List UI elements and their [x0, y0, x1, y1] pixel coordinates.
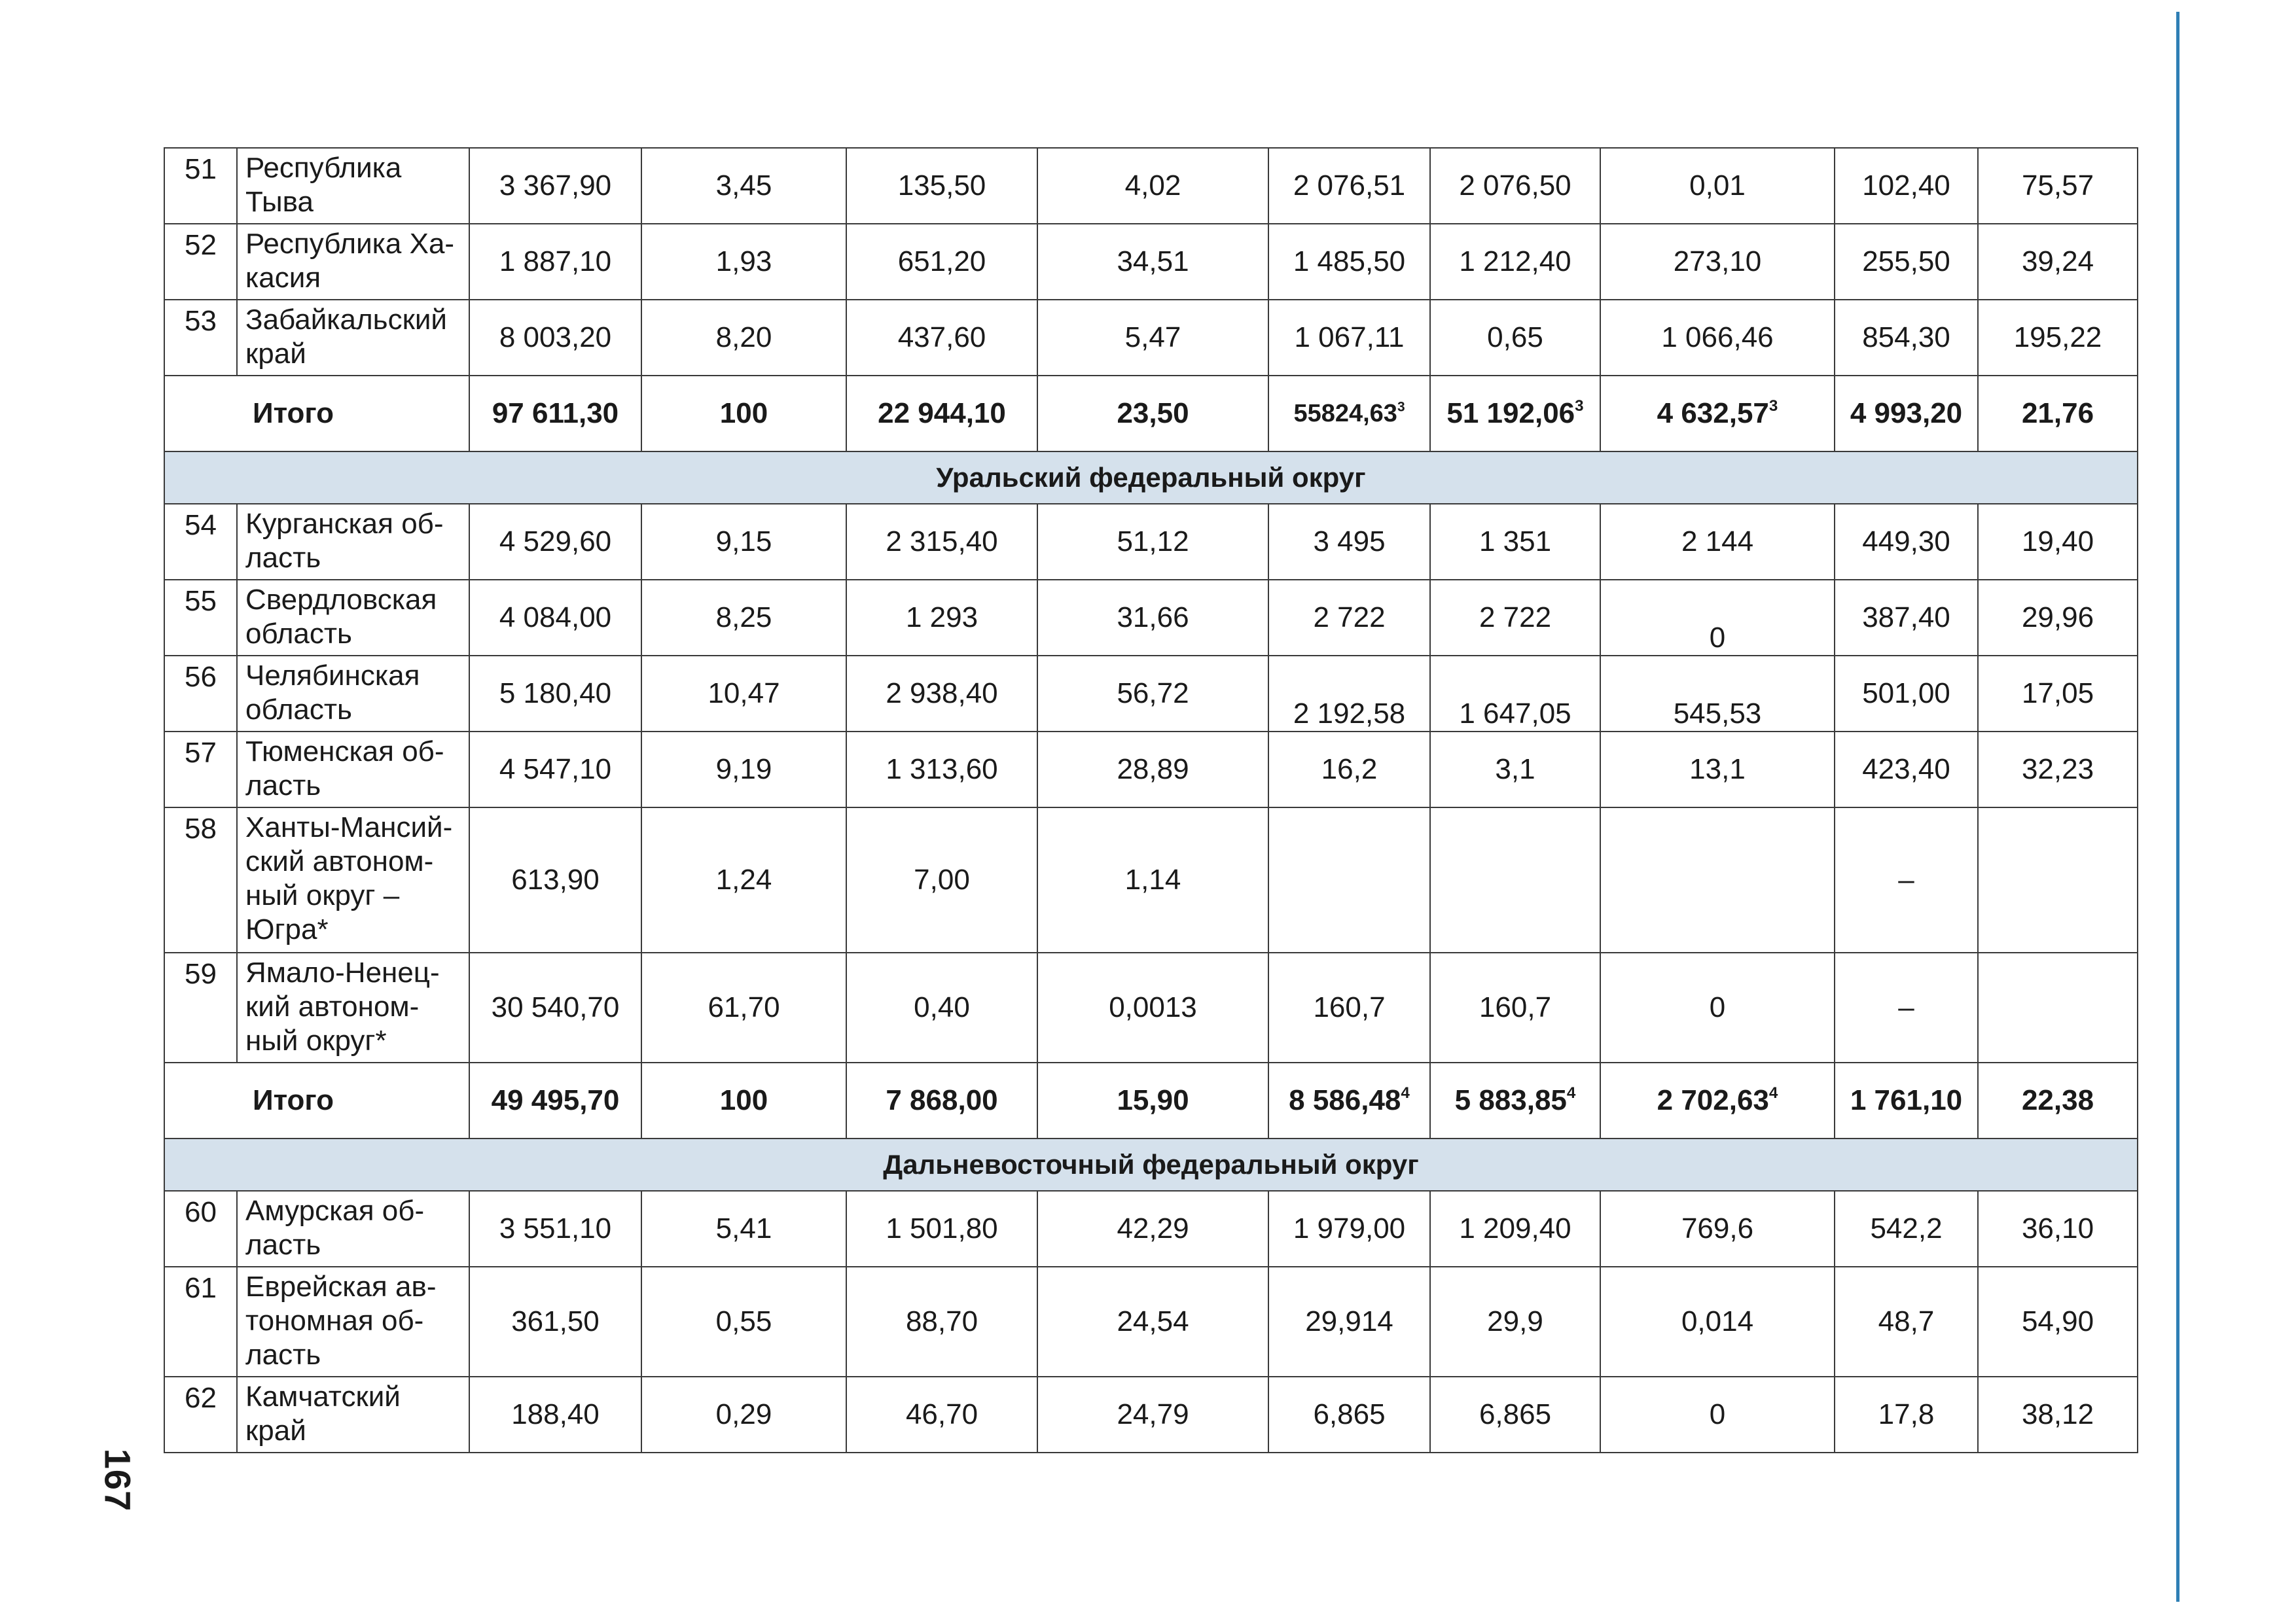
- total-cell: [1037, 376, 1268, 451]
- data-cell: 854,30: [1835, 300, 1978, 376]
- data-cell: 31,66: [1037, 580, 1268, 656]
- total-value: 21,76: [2021, 397, 2094, 429]
- region-name: Республика Тыва: [237, 148, 469, 224]
- total-cell: [469, 1063, 641, 1139]
- data-cell: 1 066,46: [1600, 300, 1835, 376]
- data-cell: 361,50: [469, 1267, 641, 1377]
- table-row: [164, 580, 2138, 656]
- data-cell: 1 979,00: [1268, 1191, 1430, 1267]
- table-row: [164, 1267, 2138, 1377]
- table-row: [164, 732, 2138, 807]
- total-cell: [1835, 1063, 1978, 1139]
- data-cell: 2 722: [1268, 580, 1430, 656]
- data-cell: 6,865: [1430, 1377, 1600, 1453]
- data-cell: 423,40: [1835, 732, 1978, 807]
- region-name: Амурская об-ласть: [237, 1191, 469, 1267]
- data-cell: 4,02: [1037, 148, 1268, 224]
- total-cell: [846, 376, 1037, 451]
- row-number: 53: [164, 300, 237, 376]
- data-cell: 75,57: [1978, 148, 2138, 224]
- data-cell: 1,93: [641, 224, 846, 300]
- total-value: 55824,63: [1293, 400, 1397, 427]
- data-cell: 39,24: [1978, 224, 2138, 300]
- table-row: [164, 300, 2138, 376]
- data-cell: 7,00: [846, 807, 1037, 953]
- total-cell: [1978, 376, 2138, 451]
- data-cell: 3 495: [1268, 504, 1430, 580]
- total-value: 1 761,10: [1850, 1084, 1963, 1116]
- data-cell: 0,55: [641, 1267, 846, 1377]
- data-cell: 0: [1600, 953, 1835, 1063]
- data-cell: 16,2: [1268, 732, 1430, 807]
- total-cell: [1037, 1063, 1268, 1139]
- data-cell: 2 722: [1430, 580, 1600, 656]
- data-cell: 2 076,51: [1268, 148, 1430, 224]
- total-row: [164, 376, 2138, 451]
- total-cell: [1600, 376, 1835, 451]
- data-cell: [1430, 807, 1600, 953]
- total-value: 100: [719, 397, 768, 429]
- data-cell: 769,6: [1600, 1191, 1835, 1267]
- data-cell: 51,12: [1037, 504, 1268, 580]
- data-cell: 1 647,05: [1430, 656, 1600, 732]
- data-cell: 2 076,50: [1430, 148, 1600, 224]
- data-cell: 54,90: [1978, 1267, 2138, 1377]
- footnote-marker: 3: [1768, 397, 1778, 415]
- row-number: 61: [164, 1267, 237, 1377]
- table-row: [164, 224, 2138, 300]
- data-cell: 437,60: [846, 300, 1037, 376]
- data-cell: 28,89: [1037, 732, 1268, 807]
- data-cell: 56,72: [1037, 656, 1268, 732]
- data-cell: 0,40: [846, 953, 1037, 1063]
- data-cell: [1268, 807, 1430, 953]
- total-value: 23,50: [1117, 397, 1189, 429]
- data-cell: 8 003,20: [469, 300, 641, 376]
- region-name: Тюменская об-ласть: [237, 732, 469, 807]
- data-cell: 255,50: [1835, 224, 1978, 300]
- data-cell: 17,05: [1978, 656, 2138, 732]
- data-cell: 8,20: [641, 300, 846, 376]
- right-margin-rule: [2176, 12, 2179, 1602]
- row-number: 59: [164, 953, 237, 1063]
- data-cell: –: [1835, 953, 1978, 1063]
- page-number: 167: [97, 1448, 139, 1512]
- table-row: [164, 504, 2138, 580]
- table-row: [164, 1377, 2138, 1453]
- data-cell: 1 209,40: [1430, 1191, 1600, 1267]
- total-value: 49 495,70: [491, 1084, 620, 1116]
- total-cell: [641, 376, 846, 451]
- total-cell: [1600, 1063, 1835, 1139]
- data-cell: 1 485,50: [1268, 224, 1430, 300]
- data-cell: 195,22: [1978, 300, 2138, 376]
- data-cell: 36,10: [1978, 1191, 2138, 1267]
- data-cell: 387,40: [1835, 580, 1978, 656]
- region-name: Ханты-Мансий-ский автоном-ный округ – Югра*: [237, 807, 469, 953]
- data-cell: 613,90: [469, 807, 641, 953]
- total-value: 51 192,06: [1446, 397, 1575, 429]
- data-cell: 0,65: [1430, 300, 1600, 376]
- data-cell: 1 293: [846, 580, 1037, 656]
- data-cell: 6,865: [1268, 1377, 1430, 1453]
- data-cell: 29,914: [1268, 1267, 1430, 1377]
- total-value: 5 883,85: [1454, 1084, 1567, 1116]
- data-cell: [1978, 807, 2138, 953]
- total-value: 22,38: [2021, 1084, 2094, 1116]
- total-value: 8 586,48: [1289, 1084, 1401, 1116]
- data-cell: 0,0013: [1037, 953, 1268, 1063]
- data-cell: 4 529,60: [469, 504, 641, 580]
- footnote-marker: 3: [1397, 399, 1405, 415]
- data-cell: 4 084,00: [469, 580, 641, 656]
- total-cell: [1430, 376, 1600, 451]
- data-cell: 88,70: [846, 1267, 1037, 1377]
- total-cell: [1268, 1063, 1430, 1139]
- data-cell: 1,14: [1037, 807, 1268, 953]
- row-number: 60: [164, 1191, 237, 1267]
- footnote-marker: 4: [1401, 1084, 1410, 1102]
- region-header-row: [164, 451, 2138, 504]
- data-cell: 1 067,11: [1268, 300, 1430, 376]
- data-cell: 13,1: [1600, 732, 1835, 807]
- data-cell: 19,40: [1978, 504, 2138, 580]
- total-value: 22 944,10: [878, 397, 1006, 429]
- data-cell: 9,15: [641, 504, 846, 580]
- data-cell: 30 540,70: [469, 953, 641, 1063]
- footnote-marker: 4: [1768, 1084, 1778, 1102]
- total-cell: [469, 376, 641, 451]
- total-cell: [1430, 1063, 1600, 1139]
- data-cell: 2 192,58: [1268, 656, 1430, 732]
- data-cell: 273,10: [1600, 224, 1835, 300]
- data-cell: 188,40: [469, 1377, 641, 1453]
- total-value: 100: [719, 1084, 768, 1116]
- data-cell: 0,01: [1600, 148, 1835, 224]
- data-cell: [1600, 807, 1835, 953]
- data-cell: 2 315,40: [846, 504, 1037, 580]
- footnote-marker: 4: [1566, 1084, 1576, 1102]
- data-cell: 8,25: [641, 580, 846, 656]
- data-cell: 0: [1600, 1377, 1835, 1453]
- data-cell: 160,7: [1430, 953, 1600, 1063]
- total-cell: [846, 1063, 1037, 1139]
- total-cell: [1978, 1063, 2138, 1139]
- data-cell: 24,54: [1037, 1267, 1268, 1377]
- data-cell: 3 367,90: [469, 148, 641, 224]
- region-header-row: [164, 1139, 2138, 1191]
- region-name: Республика Ха-касия: [237, 224, 469, 300]
- data-cell: 48,7: [1835, 1267, 1978, 1377]
- total-cell: [1268, 376, 1430, 451]
- row-number: 62: [164, 1377, 237, 1453]
- data-cell: 135,50: [846, 148, 1037, 224]
- total-value: 15,90: [1117, 1084, 1189, 1116]
- row-number: 51: [164, 148, 237, 224]
- data-cell: 3 551,10: [469, 1191, 641, 1267]
- data-cell: 3,45: [641, 148, 846, 224]
- data-cell: 42,29: [1037, 1191, 1268, 1267]
- data-cell: 4 547,10: [469, 732, 641, 807]
- data-cell: 9,19: [641, 732, 846, 807]
- data-cell: 545,53: [1600, 656, 1835, 732]
- table-row: [164, 656, 2138, 732]
- data-cell: 38,12: [1978, 1377, 2138, 1453]
- data-cell: 17,8: [1835, 1377, 1978, 1453]
- data-cell: 1 887,10: [469, 224, 641, 300]
- data-cell: 34,51: [1037, 224, 1268, 300]
- data-cell: 2 938,40: [846, 656, 1037, 732]
- region-name: Камчатский край: [237, 1377, 469, 1453]
- row-number: 56: [164, 656, 237, 732]
- row-number: 54: [164, 504, 237, 580]
- data-cell: –: [1835, 807, 1978, 953]
- data-cell: 1,24: [641, 807, 846, 953]
- data-cell: 5,47: [1037, 300, 1268, 376]
- data-cell: 1 501,80: [846, 1191, 1037, 1267]
- data-cell: 0: [1600, 580, 1835, 656]
- data-cell: 29,9: [1430, 1267, 1600, 1377]
- data-cell: 1 351: [1430, 504, 1600, 580]
- footnote-marker: 3: [1575, 397, 1584, 415]
- data-cell: [1978, 953, 2138, 1063]
- data-cell: 10,47: [641, 656, 846, 732]
- data-cell: 0,29: [641, 1377, 846, 1453]
- data-cell: 1 212,40: [1430, 224, 1600, 300]
- data-cell: 5,41: [641, 1191, 846, 1267]
- row-number: 55: [164, 580, 237, 656]
- total-value: 2 702,63: [1657, 1084, 1769, 1116]
- region-name: Ямало-Ненец-кий автоном-ный округ*: [237, 953, 469, 1063]
- table-row: [164, 953, 2138, 1063]
- region-name: Свердловская область: [237, 580, 469, 656]
- data-cell: 2 144: [1600, 504, 1835, 580]
- data-cell: 160,7: [1268, 953, 1430, 1063]
- table-row: [164, 807, 2138, 953]
- data-cell: 542,2: [1835, 1191, 1978, 1267]
- data-cell: 5 180,40: [469, 656, 641, 732]
- data-cell: 61,70: [641, 953, 846, 1063]
- region-name: Забайкальский край: [237, 300, 469, 376]
- data-cell: 29,96: [1978, 580, 2138, 656]
- table-row: [164, 148, 2138, 224]
- region-header: Уральский федеральный округ: [164, 451, 2138, 504]
- data-cell: 46,70: [846, 1377, 1037, 1453]
- total-value: 4 632,57: [1657, 397, 1769, 429]
- data-cell: 102,40: [1835, 148, 1978, 224]
- total-value: 7 868,00: [886, 1084, 998, 1116]
- regional-data-table: [164, 147, 2138, 1453]
- table-row: [164, 1191, 2138, 1267]
- row-number: 52: [164, 224, 237, 300]
- data-cell: 32,23: [1978, 732, 2138, 807]
- region-header: Дальневосточный федеральный округ: [164, 1139, 2138, 1191]
- total-value: 97 611,30: [492, 397, 619, 429]
- data-cell: 1 313,60: [846, 732, 1037, 807]
- row-number: 57: [164, 732, 237, 807]
- data-cell: 0,014: [1600, 1267, 1835, 1377]
- total-label: Итого: [164, 1063, 469, 1139]
- data-cell: 449,30: [1835, 504, 1978, 580]
- total-value: 4 993,20: [1850, 397, 1963, 429]
- data-cell: 501,00: [1835, 656, 1978, 732]
- region-name: Челябинская область: [237, 656, 469, 732]
- total-cell: [641, 1063, 846, 1139]
- region-name: Курганская об-ласть: [237, 504, 469, 580]
- data-cell: 24,79: [1037, 1377, 1268, 1453]
- total-label: Итого: [164, 376, 469, 451]
- data-cell: 651,20: [846, 224, 1037, 300]
- data-cell: 3,1: [1430, 732, 1600, 807]
- total-cell: [1835, 376, 1978, 451]
- region-name: Еврейская ав-тономная об-ласть: [237, 1267, 469, 1377]
- row-number: 58: [164, 807, 237, 953]
- total-row: [164, 1063, 2138, 1139]
